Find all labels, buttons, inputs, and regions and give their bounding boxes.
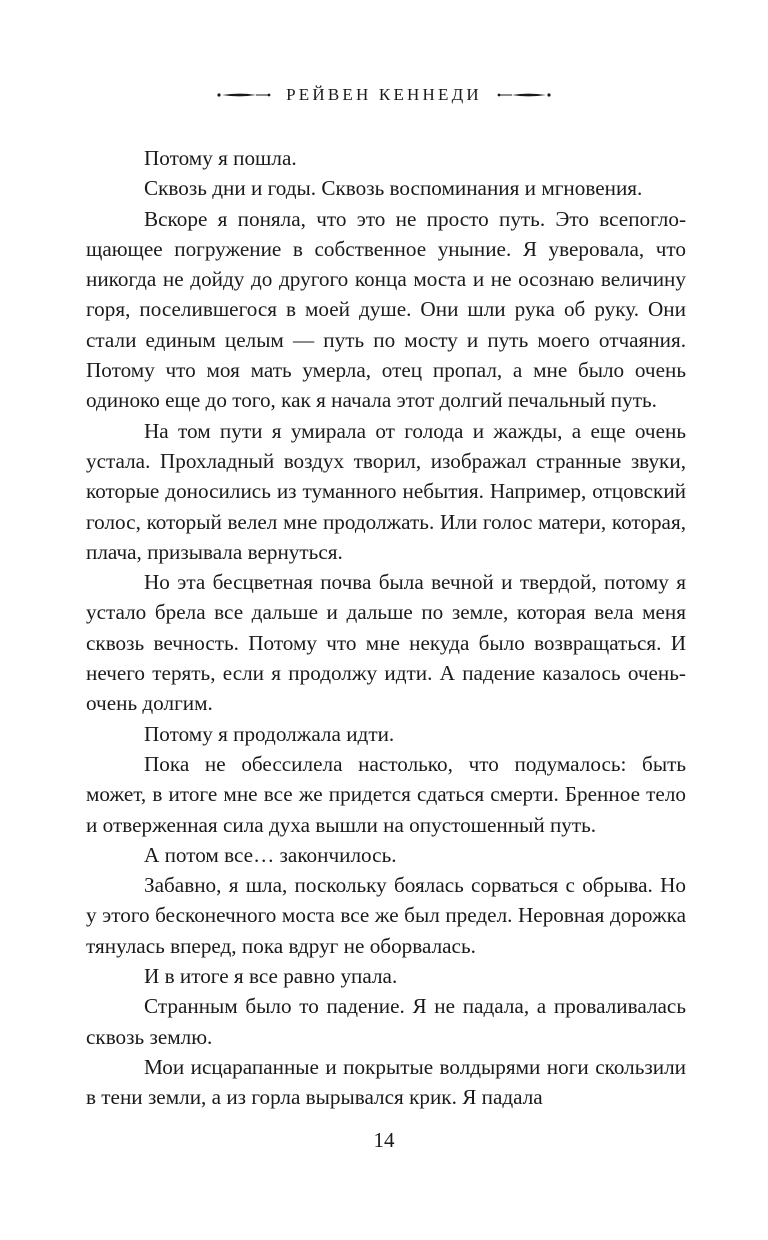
header-title: РЕЙВЕН КЕННЕДИ: [286, 85, 482, 104]
paragraph: А потом все… закончилось.: [144, 842, 397, 867]
paragraph: И в итоге я все равно упала.: [144, 964, 398, 989]
right-ornament-icon: [496, 89, 552, 101]
main-text: [86, 143, 686, 1113]
paragraph: Но эта бесцветная почва была вечной и твердой, потому я устало брела все дальше и дальше по земле, которая вела меня сквозь вечность. Потому что мне некуда было возвращаться. И нечего терять, если я продолжу идти. А падение казалось очень-очень долгим.: [86, 570, 686, 716]
paragraph: Забавно, я шла, поскольку боялась сорваться с обрыва. Но у этого бесконечного моста все же был предел. Неровная дорожка тянулась вперед, пока вдруг не оборвалась.: [86, 873, 686, 958]
page-number: 14: [373, 1128, 395, 1152]
paragraph: Мои исцарапанные и покрытые волдырями ноги скользили в тени земли, а из горла вырывался крик. Я падала: [86, 1054, 686, 1110]
paragraph: Потому я продолжала идти.: [144, 721, 395, 746]
paragraph: Сквозь дни и годы. Сквозь воспоминания и мгновения.: [144, 176, 643, 201]
running-header: [0, 86, 768, 103]
paragraph: На том пути я умирала от голода и жажды, а еще очень устала. Прохладный воздух творил, изображал странные звуки, которые доносились из туманного небытия. Например, отцовский голос, который велел мне продолжать. Или голос матери, которая, плача, призывала вернуться.: [86, 418, 686, 564]
left-ornament-icon: [216, 89, 272, 101]
paragraph: Потому я пошла.: [144, 146, 297, 170]
paragraph: Пока не обессилела настолько, что подумалось: быть может, в итоге мне все же придется сдаться смерти. Бренное тело и отверженная сила духа вышли на опустошенный путь.: [86, 751, 686, 837]
paragraph: Вскоре я поняла, что это не просто путь. Это всепоглощающее погружение в собственное уныние. Я уверовала, что никогда не дойду до другого конца моста и не осознаю величину горя, поселившегося в моей душе. Они шли рука об руку. Они стали единым целым — путь по мосту и путь моего отчаяния. Потому что моя мать умерла, отец пропал, а мне было очень одиноко еще до того, как я начала этот долгий печальный путь.: [86, 206, 686, 413]
paragraph: Странным было то падение. Я не падала, а проваливалась сквозь землю.: [86, 994, 686, 1049]
